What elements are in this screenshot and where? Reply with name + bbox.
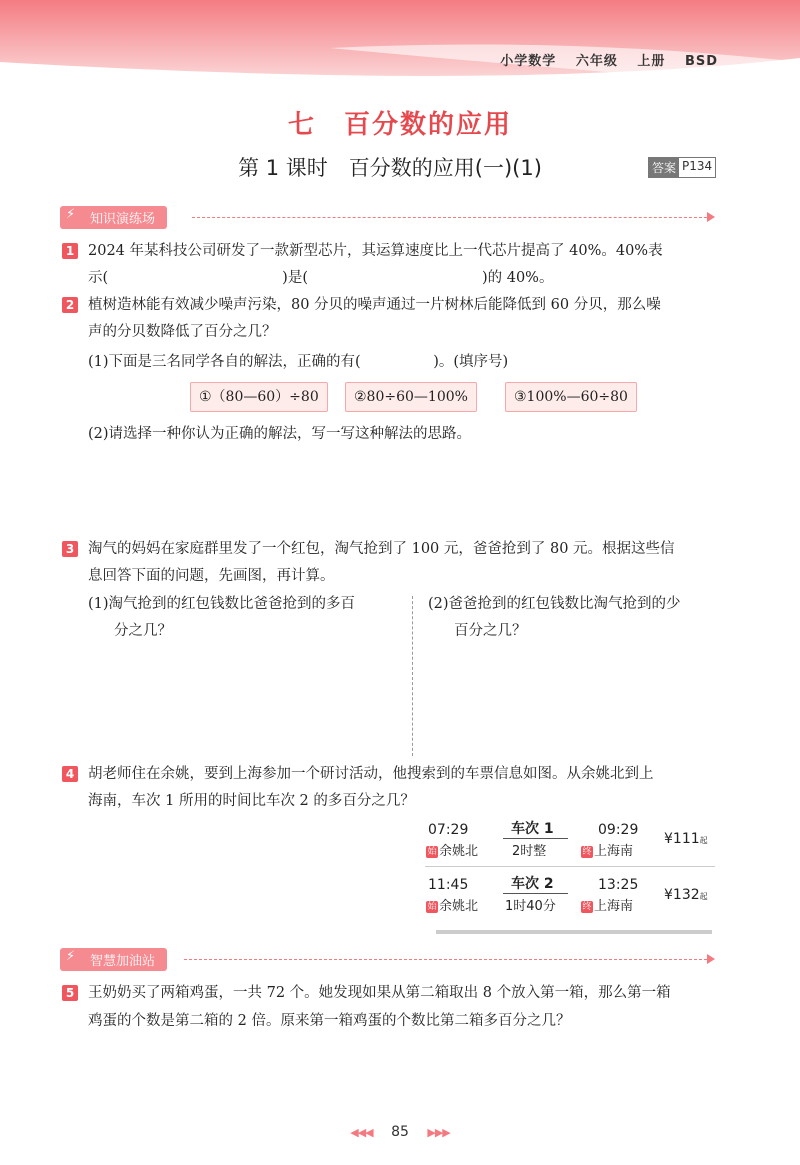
header-meta [486, 50, 718, 69]
question-number-1: 1 [62, 243, 78, 259]
answer-reference [648, 157, 716, 178]
q2-sub2: (2)请选择一种你认为正确的解法，写一写这种解法的思路。 [88, 426, 472, 442]
q2-sub1: (1)下面是三名同学各自的解法，正确的有( )。(填序号) [88, 354, 509, 370]
ticket2-dep-station-label: 余姚北 [439, 899, 479, 914]
ticket1-price [664, 831, 708, 847]
header-subject: 小学数学 [500, 54, 557, 69]
ticket1-price-suffix: 起 [699, 836, 708, 845]
section-tag-challenge [60, 948, 167, 971]
ticket2-departure-station [426, 895, 478, 914]
end-badge-icon: 终 [582, 847, 592, 857]
q3-left-line1: (1)淘气抢到的红包钱数比爸爸抢到的多百 [88, 596, 356, 612]
ticket-separator [425, 866, 715, 867]
q5-line1: 王奶奶买了两箱鸡蛋，一共 72 个。她发现如果从第二箱取出 8 个放入第一箱，那么第一箱 [88, 985, 671, 1001]
lightning-icon: ⚡ [66, 206, 76, 222]
ticket1-arrival-time: 09:29 [598, 822, 639, 838]
section-tag-practice [60, 206, 167, 229]
ticket1-price-value: ¥111 [664, 831, 700, 847]
answer-label: 答案 [649, 158, 679, 177]
q5-line2: 鸡蛋的个数是第二箱的 2 倍。原来第一箱鸡蛋的个数比第二箱多百分之几？ [88, 1013, 571, 1029]
ticket2-departure-time: 11:45 [428, 877, 469, 893]
q1-line2: 示( )是( )的 40%。 [88, 270, 554, 286]
question-number-5: 5 [62, 985, 78, 1001]
ticket2-arrival-time: 13:25 [598, 877, 639, 893]
q2-option-1: ①（80—60）÷80 [190, 382, 328, 412]
ticket1-arrow [503, 838, 568, 839]
section-label-challenge: 智慧加油站 [90, 953, 156, 969]
right-arrows-icon: ▶▶▶ [427, 1126, 450, 1139]
section-divider-practice [192, 217, 707, 218]
header-edition: BSD [684, 54, 718, 69]
answer-page: P134 [682, 159, 713, 173]
left-arrows-icon: ◀◀◀ [350, 1126, 373, 1139]
ticket1-dep-station-label: 余姚北 [439, 844, 479, 859]
section-label-practice: 知识演练场 [90, 211, 156, 227]
ticket2-duration: 1时40分 [505, 899, 556, 914]
page-footer [0, 1124, 800, 1140]
question-number-2: 2 [62, 297, 78, 313]
q3-left-line2: 分之几？ [114, 623, 172, 639]
q3-right-line2: 百分之几？ [454, 623, 527, 639]
q4-line1: 胡老师住在余姚，要到上海参加一个研讨活动，他搜索到的车票信息如图。从余姚北到上 [88, 766, 654, 782]
q3-line2: 息回答下面的问题，先画图，再计算。 [88, 568, 335, 584]
ticket1-departure-station [426, 840, 478, 859]
ticket1-duration: 2时整 [512, 844, 547, 859]
ticket2-arrow [503, 893, 568, 894]
ticket2-arrival-station [581, 895, 633, 914]
header-grade: 六年级 [575, 54, 618, 69]
q3-right-line1: (2)爸爸抢到的红包钱数比淘气抢到的少 [428, 596, 681, 612]
q4-line2: 海南，车次 1 所用的时间比车次 2 的多百分之几？ [88, 793, 415, 809]
section-bar-challenge [60, 948, 167, 970]
end-badge-icon: 终 [582, 902, 592, 912]
header-band [0, 0, 800, 90]
page-number: 85 [391, 1124, 409, 1140]
ticket1-departure-time: 07:29 [428, 822, 469, 838]
section-bar-practice [60, 206, 167, 228]
ticket1-train: 车次 1 [511, 821, 554, 837]
ticket-bottom-bar [436, 930, 712, 934]
arrow-right-icon [707, 954, 715, 964]
chapter-title: 七 百分数的应用 [287, 110, 512, 140]
ticket2-price [664, 887, 708, 903]
ticket2-price-value: ¥132 [664, 887, 700, 903]
q3-line1: 淘气的妈妈在家庭群里发了一个红包，淘气抢到了 100 元，爸爸抢到了 80 元。根据这些信 [88, 541, 675, 557]
q2-line1: 植树造林能有效减少噪声污染，80 分贝的噪声通过一片树林后能降低到 60 分贝，那么噪 [88, 297, 661, 313]
lightning-icon: ⚡ [66, 948, 76, 964]
start-badge-icon: 始 [427, 847, 437, 857]
arrow-right-icon [707, 212, 715, 222]
start-badge-icon: 始 [427, 902, 437, 912]
ticket2-arr-station-label: 上海南 [594, 899, 634, 914]
ticket1-arrival-station [581, 840, 633, 859]
q2-option-2: ②80÷60—100% [345, 382, 477, 412]
ticket2-price-suffix: 起 [699, 892, 708, 901]
question-number-3: 3 [62, 541, 78, 557]
header-volume: 上册 [637, 54, 666, 69]
ticket1-arr-station-label: 上海南 [594, 844, 634, 859]
lesson-title: 第 1 课时 百分数的应用(一)(1) [238, 156, 542, 180]
question-number-4: 4 [62, 766, 78, 782]
q3-column-divider [412, 596, 413, 756]
ticket2-train: 车次 2 [511, 876, 554, 892]
q2-line2: 声的分贝数降低了百分之几？ [88, 324, 277, 340]
q1-line1: 2024 年某科技公司研发了一款新型芯片，其运算速度比上一代芯片提高了 40%。40%表 [88, 243, 663, 259]
section-divider-challenge [184, 959, 707, 960]
q2-option-3: ③100%—60÷80 [505, 382, 637, 412]
